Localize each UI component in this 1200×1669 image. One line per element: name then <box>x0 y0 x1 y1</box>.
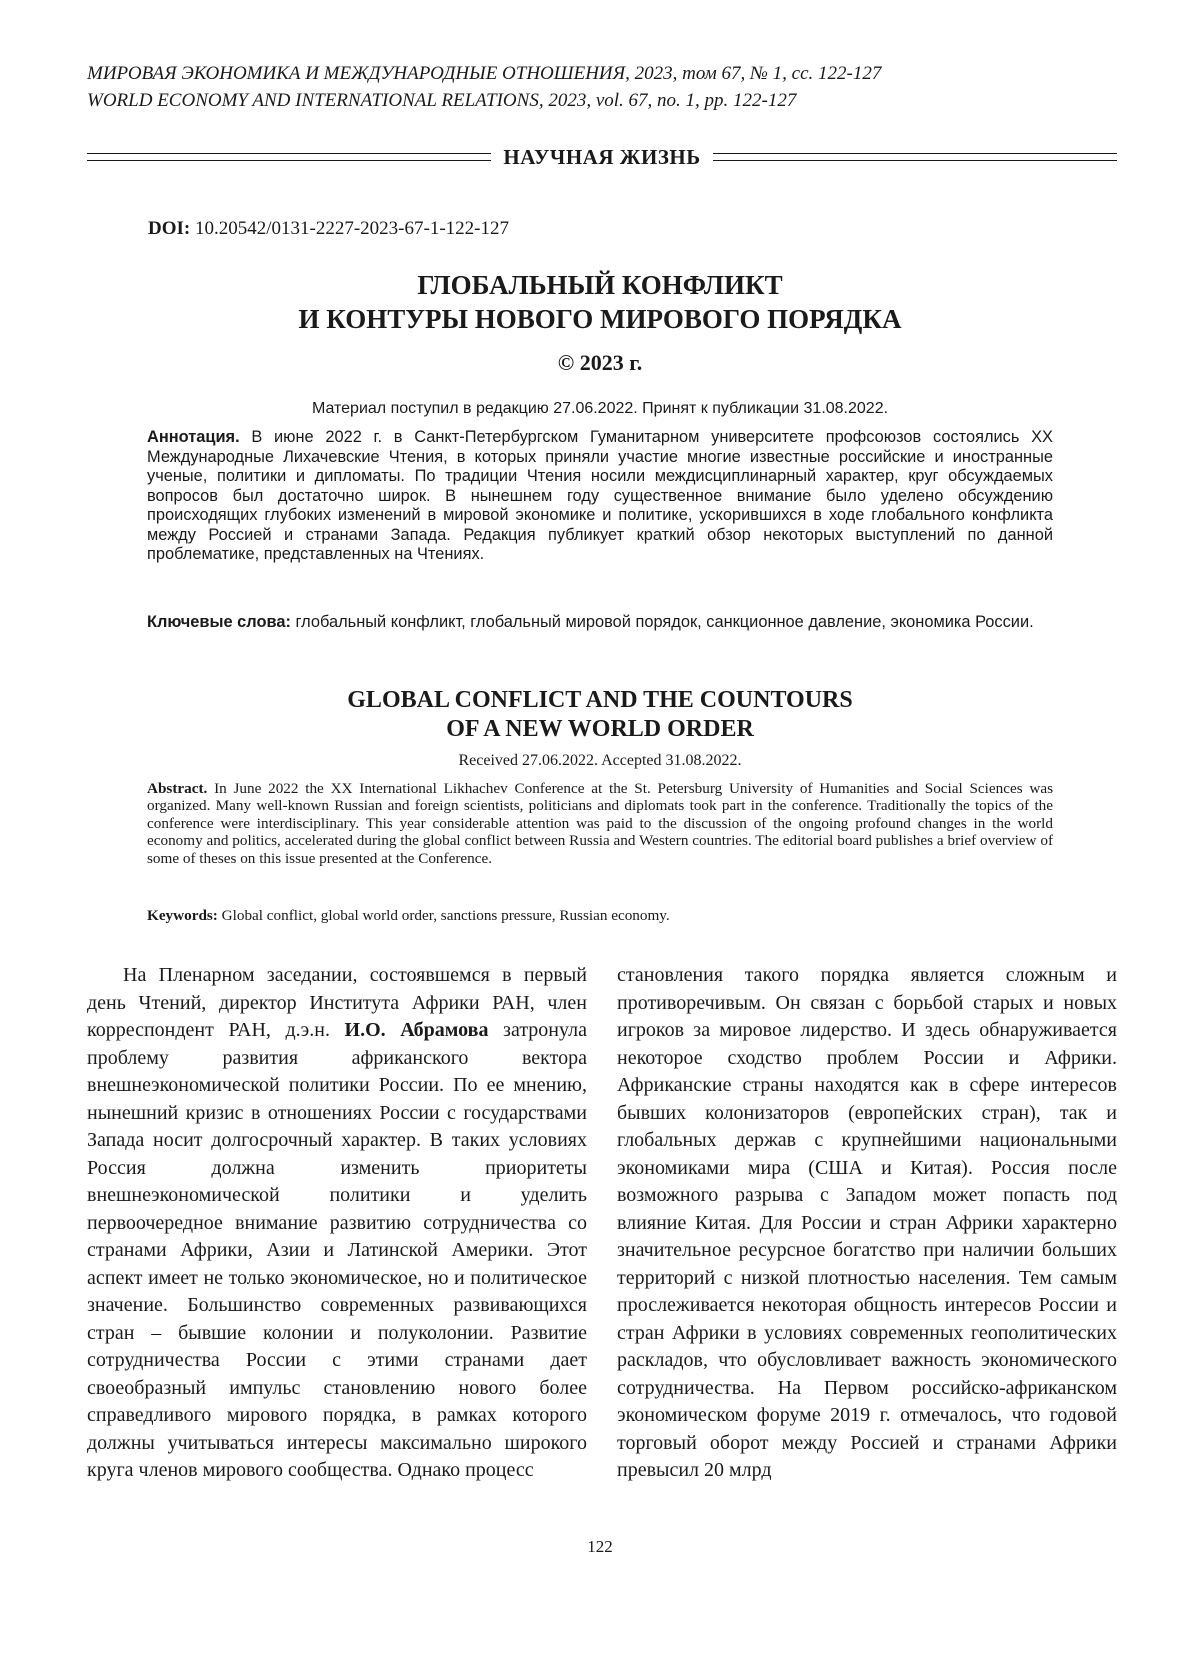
abstract-en-label: Abstract. <box>147 780 208 797</box>
section-title: НАУЧНАЯ ЖИЗНЬ <box>503 144 701 169</box>
abstract-ru-label: Аннотация. <box>147 428 240 446</box>
article-title-ru <box>100 268 1100 336</box>
keywords-en-text: Global conflict, global world order, sanctions pressure, Russian economy. <box>217 907 670 924</box>
page-number: 122 <box>587 1537 613 1556</box>
keywords-ru-text: глобальный конфликт, глобальный мировой порядок, санкционное давление, экономика России. <box>290 613 1034 631</box>
abstract-ru <box>147 428 1053 565</box>
doi-value: 10.20542/0131-2227-2023-67-1-122-127 <box>190 218 509 239</box>
abstract-ru-text: В июне 2022 г. в Санкт-Петербургском Гуманитарном университете профсоюзов состоялись XX Международные Лихачевские Чтения, в которых приняли участие многие известные российские и иностранные ученые, политики и дипломаты. По традиции Чтения носили междисциплинарный характер, круг обсуждаемых вопросов был достаточно широк. В нынешнем году существенное внимание было уделено обсуждению происходящих глубоких изменений в мировой экономике и политике, ускорившихся в ходе глобального конфликта между Россией и странами Запада. Редакция публикует краткий обзор некоторых выступлений по данной проблематике, представленных на Чтениях. <box>147 428 1053 563</box>
received-date-en: Received 27.06.2022. Accepted 31.08.2022. <box>458 752 742 769</box>
section-header <box>87 140 1117 174</box>
body-left-intro: На Пленарном заседании, состоявшемся в первый день Чтений, директор Института Африки РАН, член корреспондент РАН, д.э.н. <box>87 964 587 1041</box>
body-column-right <box>617 962 1117 1485</box>
body-paragraph <box>87 962 587 1485</box>
section-rule-left <box>87 153 491 161</box>
keywords-en-label: Keywords: <box>147 907 218 924</box>
body-column-left <box>87 962 587 1485</box>
keywords-en <box>147 907 1053 924</box>
abstract-en <box>147 780 1053 867</box>
title-ru-line-2: И КОНТУРЫ НОВОГО МИРОВОГО ПОРЯДКА <box>298 304 902 334</box>
doi-label: DOI: <box>148 218 191 239</box>
section-rule-right <box>713 153 1117 161</box>
article-title-en <box>100 686 1100 744</box>
copyright: © 2023 г. <box>557 350 643 375</box>
body-left-rest: затронула проблему развития африканского вектора внешнеэкономической политики России. По ее мнению, нынешний кризис в отношениях России с государствами Запада носит долгосрочный характер. В таких условиях Россия должна изменить приоритеты внешнеэкономической политики и уделить первоочередное внимание развитию сотрудничества со странами Африки, Азии и Латинской Америки. Этот аспект имеет не только экономическое, но и политическое значение. Большинство современных развивающихся стран – бывшие колонии и полуколонии. Развитие сотрудничества России с этими странами дает своеобразный импульс становлению нового более справедливого мирового порядка, в рамках которого должны учитываться интересы максимально широкого круга членов мирового сообщества. Однако процесс <box>87 1019 587 1481</box>
title-en-line-1: GLOBAL CONFLICT AND THE COUNTOURS <box>347 687 853 713</box>
title-ru-line-1: ГЛОБАЛЬНЫЙ КОНФЛИКТ <box>417 270 783 300</box>
speaker-name: И.О. Абрамова <box>344 1019 489 1041</box>
body-paragraph-continued: становления такого порядка является сложным и противоречивым. Он связан с борьбой старых и новых игроков за мировое лидерство. И здесь обнаруживается некоторое сходство проблем России и Африки. Африканские страны находятся как в сфере интересов бывших колонизаторов (европейских стран), так и глобальных держав с крупнейшими национальными экономиками мира (США и Китая). Россия после возможного разрыва с Западом может попасть под влияние Китая. Для России и стран Африки характерно значительное ресурсное богатство при наличии больших территорий с низкой плотностью населения. Тем самым прослеживается некоторая общность интересов России и стран Африки в условиях современных геополитических раскладов, что обусловливает важность экономического сотрудничества. На Первом российско-африканском экономическом форуме 2019 г. отмечалось, что годовой торговый оборот между Россией и странами Африки превысил 20 млрд <box>617 964 1117 1481</box>
journal-citation-en: WORLD ECONOMY AND INTERNATIONAL RELATIONS, 2023, vol. 67, no. 1, pp. 122-127 <box>87 90 797 111</box>
journal-citation-ru: МИРОВАЯ ЭКОНОМИКА И МЕЖДУНАРОДНЫЕ ОТНОШЕНИЯ, 2023, том 67, № 1, сс. 122-127 <box>87 63 882 84</box>
received-date-ru: Материал поступил в редакцию 27.06.2022. Принят к публикации 31.08.2022. <box>311 400 889 417</box>
abstract-en-text: In June 2022 the XX International Likhachev Conference at the St. Petersburg University of Humanities and Social Sciences was organized. Many well-known Russian and foreign scientists, politicians and diplomats took part in the conference. Traditionally the topics of the conference were interdisciplinary. This year considerable attention was paid to the discussion of the ongoing profound changes in the world economy and politics, accelerated during the global conflict between Russia and Western countries. The editorial board publishes a brief overview of some of theses on this issue presented at the Conference. <box>147 780 1053 867</box>
doi <box>148 218 509 240</box>
keywords-ru <box>147 613 1053 633</box>
keywords-ru-label: Ключевые слова: <box>147 613 291 631</box>
title-en-line-2: OF A NEW WORLD ORDER <box>446 716 754 742</box>
